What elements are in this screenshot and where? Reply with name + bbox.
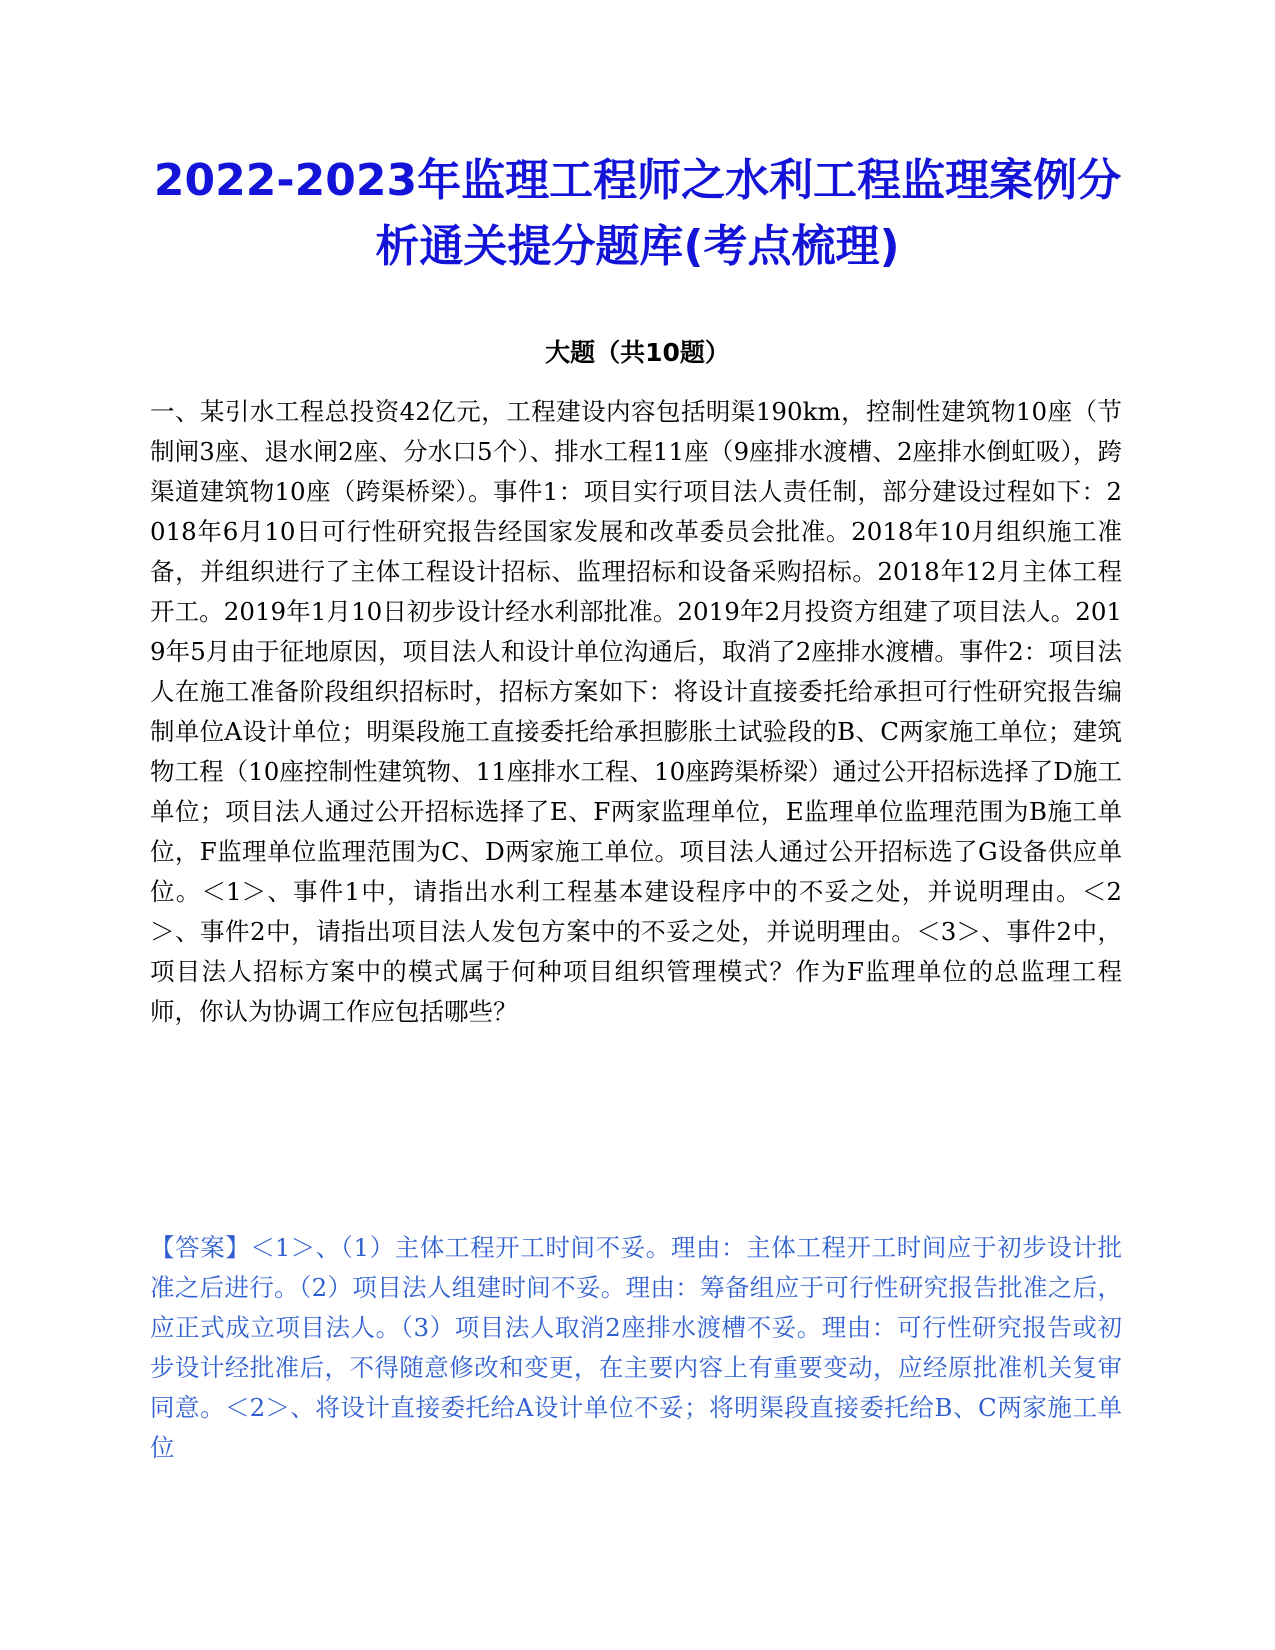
document-title: 2022-2023年监理工程师之水利工程监理案例分析通关提分题库(考点梳理) xyxy=(153,155,1122,272)
answer-paragraph: 【答案】＜1＞、（1）主体工程开工时间不妥。理由：主体工程开工时间应于初步设计批准之后进行。（2）项目法人组建时间不妥。理由：筹备组应于可行性研究报告批准之后，应正式成立项目法人。（3）项目法人取消2座排水渡槽不妥。理由：可行性研究报告或初步设计经批准后，不得随意修改和变更，在主要内容上有重要变动，应经原批准机关复审同意。＜2＞、将设计直接委托给A设计单位不妥；将明渠段直接委托给B、C两家施工单位 xyxy=(150,1233,1122,1462)
question-paragraph: 一、某引水工程总投资42亿元，工程建设内容包括明渠190km，控制性建筑物10座（节制闸3座、退水闸2座、分水口5个）、排水工程11座（9座排水渡槽、2座排水倒虹吸），跨渠道建筑物10座（跨渠桥梁）。事件1：项目实行项目法人责任制，部分建设过程如下：2018年6月10日可行性研究报告经国家发展和改革委员会批准。2018年10月组织施工准备，并组织进行了主体工程设计招标、监理招标和设备采购招标。2018年12月主体工程开工。2019年1月10日初步设计经水利部批准。2019年2月投资方组建了项目法人。2019年5月由于征地原因，项目法人和设计单位沟通后，取消了2座排水渡槽。事件2：项目法人在施工准备阶段组织招标时，招标方案如下：将设计直接委托给承担可行性研究报告编制单位A设计单位；明渠段施工直接委托给承担膨胀土试验段的B、C两家施工单位；建筑物工程（10座控制性建筑物、11座排水工程、10座跨渠桥梁）通过公开招标选择了D施工单位；项目法人通过公开招标选择了E、F两家监理单位，E监理单位监理范围为B施工单位，F监理单位监理范围为C、D两家施工单位。项目法人通过公开招标选了G设备供应单位。＜1＞、事件1中，请指出水利工程基本建设程序中的不妥之处，并说明理由。＜2＞、事件2中，请指出项目法人发包方案中的不妥之处，并说明理由。＜3＞、事件2中，项目法人招标方案中的模式属于何种项目组织管理模式？作为F监理单位的总监理工程师，你认为协调工作应包括哪些？ xyxy=(150,397,1122,1026)
section-heading: 大题（共10题） xyxy=(545,338,730,367)
